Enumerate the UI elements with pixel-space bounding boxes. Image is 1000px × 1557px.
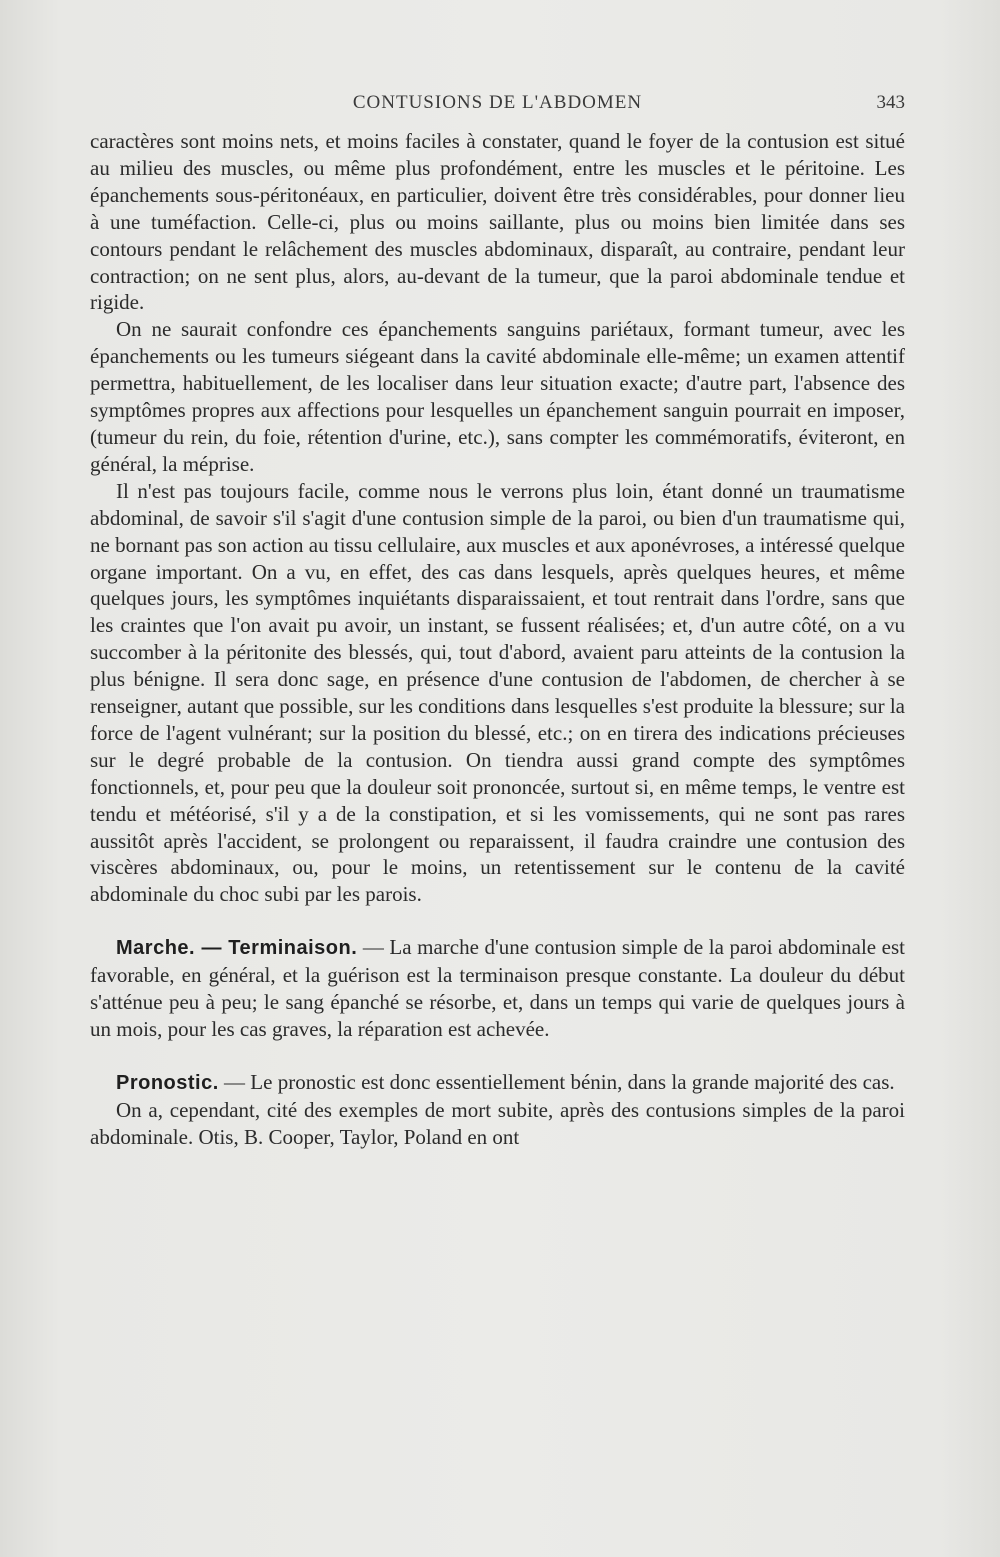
section-text-marche: — La marche d'une contusion simple de la paroi abdominale est favorable, en général, et la guérison est la terminaison presque constante. La douleur du début s'atténue peu à peu; le sang épanché se résorbe, et, dans un temps qui varie de quelques jours à un mois, pour les cas graves, la réparation est achevée. [90, 935, 905, 1041]
paragraph-visceral-injury: Il n'est pas toujours facile, comme nous le verrons plus loin, étant donné un traumatisme abdominal, de savoir s'il s'agit d'une contusion simple de la paroi, ou bien d'un traumatisme qui, ne bornant pas son action au tissu cellulaire, aux muscles et aux aponévroses, a intéressé quelque organe important. On a vu, en effet, des cas dans lesquels, après quelques heures, et même quelques jours, les symptômes inquiétants disparaissaient, et tout rentrait dans l'ordre, sans que les craintes que l'on avait pu avoir, un instant, se fussent réalisées; et, d'un autre côté, on a vu succomber à la péritonite des blessés, qui, tout d'abord, avaient paru atteints de la contusion la plus bénigne. Il sera donc sage, en présence d'une contusion de l'abdomen, de chercher à se renseigner, autant que possible, sur les conditions dans lesquelles s'est produite la blessure; sur la force de l'agent vulnérant; sur la position du blessé, etc.; on en tirera des indications précieuses sur le degré probable de la contusion. On tiendra aussi grand compte des symptômes fonctionnels, et, pour peu que la douleur soit prononcée, surtout si, en même temps, le ventre est tendu et météorisé, s'il y a de la constipation, et si les vomissements, qui ne sont pas rares aussitôt après l'accident, se prolongent ou reparaissent, il faudra craindre une contusion des viscères abdominaux, ou, pour le moins, un retentissement sur le contenu de la cavité abdominale du choc subi par les parois. [90, 478, 905, 907]
paragraph-differential-diagnosis: On ne saurait confondre ces épanchements sanguins pariétaux, formant tumeur, avec les épanchements ou les tumeurs siégeant dans la cavité abdominale elle-même; un examen attentif permettra, habituellement, de les localiser dans leur situation exacte; d'autre part, l'absence des symptômes propres aux affections pour lesquelles un épanchement sanguin pourrait en imposer, (tumeur du rein, du foie, rétention d'urine, etc.), sans compter les commémoratifs, éviteront, en général, la méprise. [90, 317, 905, 476]
body-text [90, 128, 905, 1151]
section-pronostic [90, 1069, 905, 1097]
running-title: CONTUSIONS DE L'ABDOMEN [352, 92, 643, 113]
section-marche [90, 934, 905, 1043]
section-text-pronostic: — Le pronostic est donc essentiellement bénin, dans la grande majorité des cas. [218, 1069, 895, 1094]
paragraph-contusion-signs: caractères sont moins nets, et moins faciles à constater, quand le foyer de la contusion est situé au milieu des muscles, ou même plus profondément, entre les muscles et le péritoine. Les épanchements sous-péritonéaux, en particulier, doivent être très considérables, pour donner lieu à une tuméfaction. Celle-ci, plus ou moins saillante, plus ou moins bien limitée dans ses contours pendant le relâchement des muscles abdominaux, disparaît, au contraire, pendant leur contraction; on ne sent plus, alors, au-devant de la tumeur, que la paroi abdominale tendue et rigide. [90, 129, 905, 315]
paragraph-sudden-death: On a, cependant, cité des exemples de mort subite, après des contusions simples de la paroi abdominale. Otis, B. Cooper, Taylor, Poland en ont [90, 1097, 905, 1149]
page-number: 343 [876, 92, 905, 113]
section-title-marche: Marche. — Terminaison. [116, 937, 358, 960]
section-title-pronostic: Pronostic. [116, 1071, 219, 1094]
page-header [90, 92, 905, 118]
